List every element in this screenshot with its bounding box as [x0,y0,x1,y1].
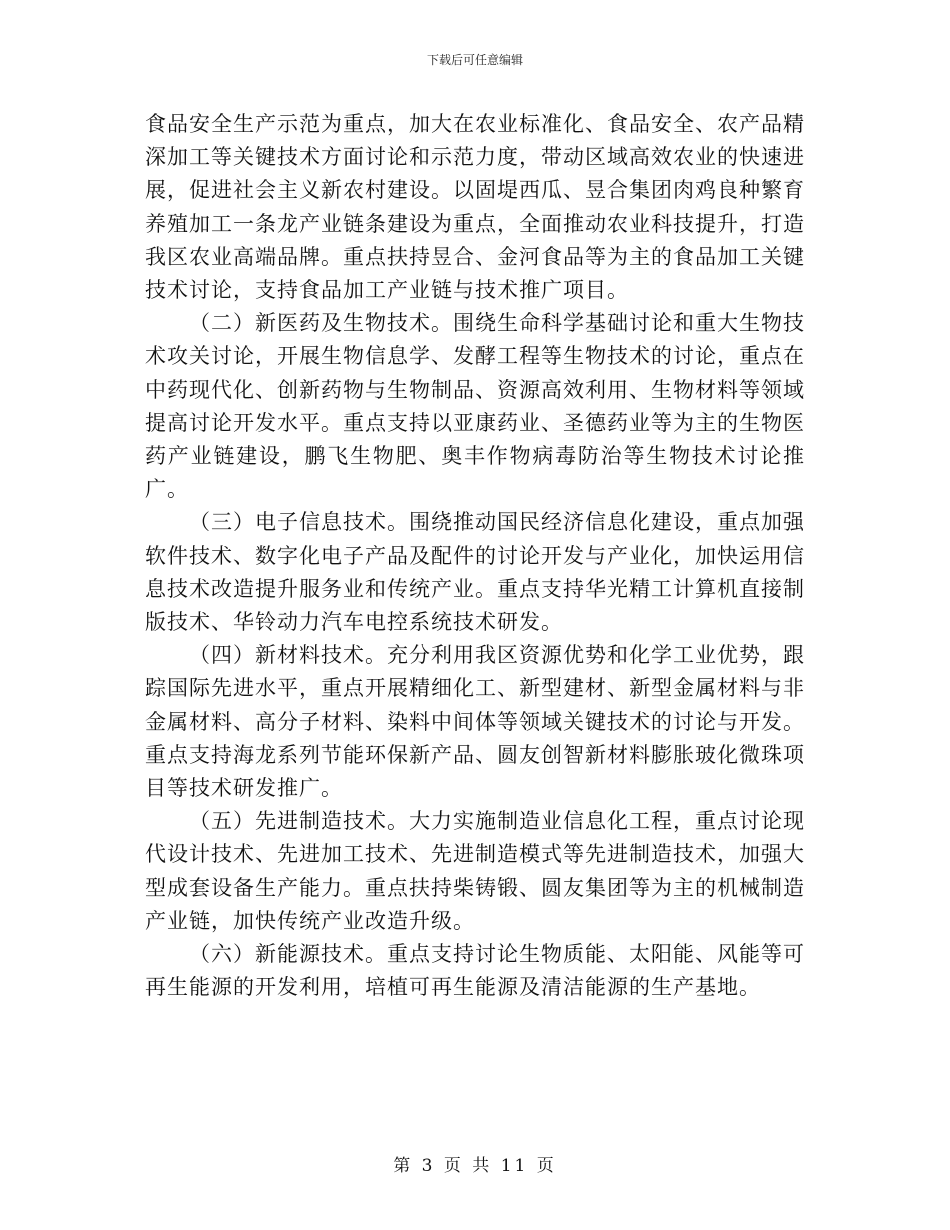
paragraph-biotech: （二）新医药及生物技术。围绕生命科学基础讨论和重大生物技术攻关讨论，开展生物信息学、发酵工程等生物技术的讨论，重点在中药现代化、创新药物与生物制品、资源高效利用、生物材料等领域提高讨论开发水平。重点支持以亚康药业、圣德药业等为主的生物医药产业链建设，鹏飞生物肥、奥丰作物病毒防治等生物技术讨论推广。 [145,311,805,502]
page-number: 第 3 页 共 11 页 [393,1156,557,1176]
page-header: 下载后可任意编辑 [426,53,523,67]
document-body [145,108,805,1004]
paragraph-new-energy: （六）新能源技术。重点支持讨论生物质能、太阳能、风能等可再生能源的开发利用，培植可再生能源及清洁能源的生产基地。 [145,942,805,1000]
paragraph-electronics: （三）电子信息技术。围绕推动国民经济信息化建设，重点加强软件技术、数字化电子产品及配件的讨论开发与产业化，加快运用信息技术改造提升服务业和传统产业。重点支持华光精工计算机直接制版技术、华铃动力汽车电控系统技术研发。 [145,510,805,635]
paragraph-new-materials: （四）新材料技术。充分利用我区资源优势和化学工业优势，跟踪国际先进水平，重点开展精细化工、新型建材、新型金属材料与非金属材料、高分子材料、染料中间体等领域关键技术的讨论与开发。重点支持海龙系列节能环保新产品、圆友创智新材料膨胀玻化微珠项目等技术研发推广。 [145,643,805,801]
paragraph-food-safety: 食品安全生产示范为重点，加大在农业标准化、食品安全、农产品精深加工等关键技术方面讨论和示范力度，带动区域高效农业的快速进展，促进社会主义新农村建设。以固堤西瓜、昱合集团肉鸡良种繁育养殖加工一条龙产业链条建设为重点，全面推动农业科技提升，打造我区农业高端品牌。重点扶持昱合、金河食品等为主的食品加工关键技术讨论，支持食品加工产业链与技术推广项目。 [145,112,805,303]
paragraph-advanced-manufacturing: （五）先进制造技术。大力实施制造业信息化工程，重点讨论现代设计技术、先进加工技术、先进制造模式等先进制造技术，加强大型成套设备生产能力。重点扶持柴铸锻、圆友集团等为主的机械制造产业链，加快传统产业改造升级。 [145,809,805,933]
